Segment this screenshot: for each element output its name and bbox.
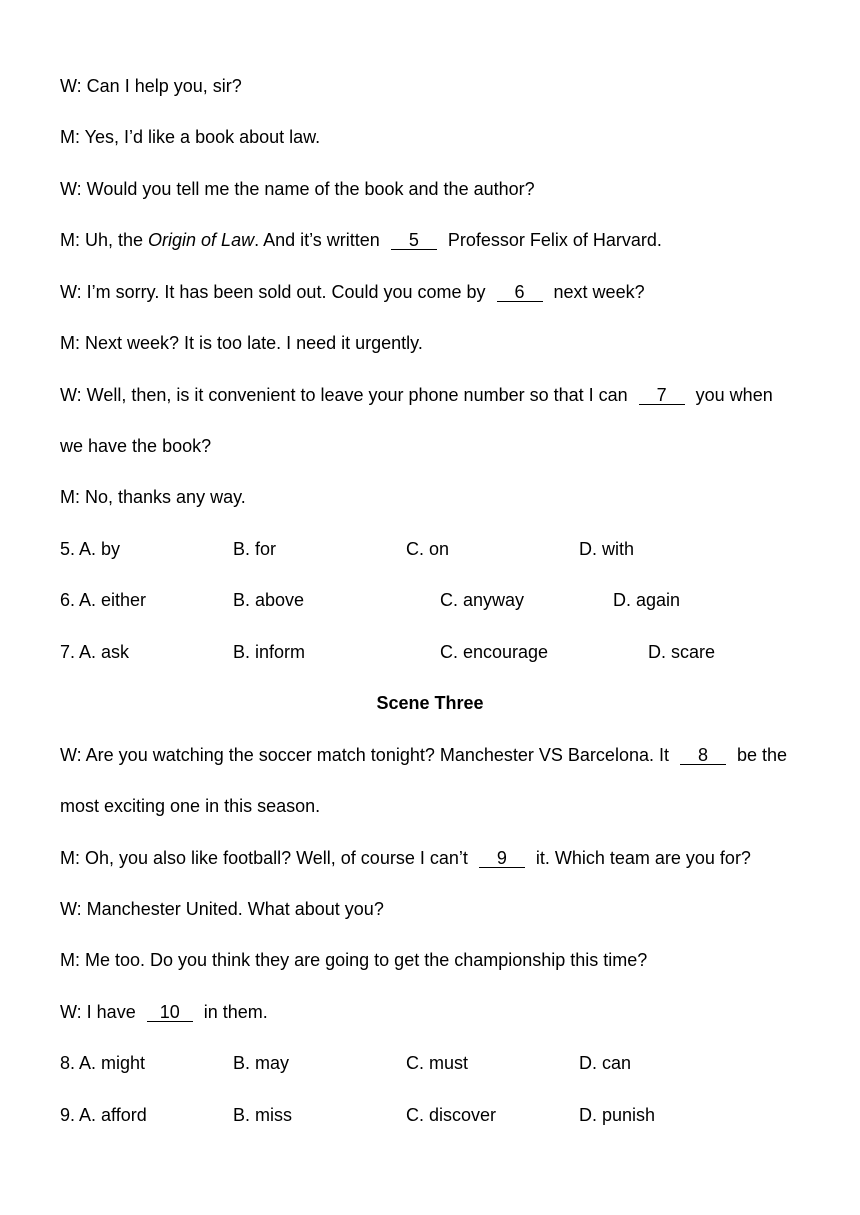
option-6b[interactable]: B. above: [233, 590, 305, 610]
dialogue-line: W: Can I help you, sir?: [60, 76, 242, 96]
options-row-5: [60, 537, 840, 561]
option-5b[interactable]: B. for: [233, 539, 277, 559]
dialogue-line: W: I’m sorry. It has been sold out. Could you come by 6 next week?: [60, 282, 645, 302]
blank-10[interactable]: 10: [147, 1003, 193, 1022]
dialogue-line: M: Me too. Do you think they are going to get the championship this time?: [60, 950, 648, 970]
dialogue-line: most exciting one in this season.: [60, 796, 321, 816]
options-row-8: [60, 1051, 840, 1075]
blank-6[interactable]: 6: [497, 283, 543, 302]
option-8b[interactable]: B. may: [233, 1053, 290, 1073]
option-5d[interactable]: D. with: [579, 539, 635, 559]
option-6a[interactable]: 6. A. either: [60, 590, 147, 610]
dialogue-line: M: Next week? It is too late. I need it urgently.: [60, 333, 423, 353]
blank-7[interactable]: 7: [639, 386, 685, 405]
option-9a[interactable]: 9. A. afford: [60, 1105, 147, 1125]
option-9d[interactable]: D. punish: [579, 1105, 656, 1125]
option-7a[interactable]: 7. A. ask: [60, 642, 130, 662]
option-9c[interactable]: C. discover: [406, 1105, 497, 1125]
blank-5[interactable]: 5: [391, 231, 437, 250]
dialogue-line: we have the book?: [60, 436, 212, 456]
option-9b[interactable]: B. miss: [233, 1105, 293, 1125]
dialogue-line: W: I have 10 in them.: [60, 1002, 268, 1022]
option-7d[interactable]: D. scare: [648, 642, 716, 662]
scene-title: Scene Three: [376, 693, 484, 713]
dialogue-line: M: Uh, the Origin of Law. And it’s written 5 Professor Felix of Harvard.: [60, 230, 662, 250]
option-8d[interactable]: D. can: [579, 1053, 632, 1073]
book-title: Origin of Law: [148, 230, 255, 250]
dialogue-line: M: No, thanks any way.: [60, 487, 246, 507]
option-5c[interactable]: C. on: [406, 539, 450, 559]
options-row-9: [60, 1103, 840, 1127]
dialogue-line: M: Yes, I’d like a book about law.: [60, 127, 321, 147]
option-5a[interactable]: 5. A. by: [60, 539, 121, 559]
dialogue-line: W: Would you tell me the name of the book and the author?: [60, 179, 535, 199]
option-6d[interactable]: D. again: [613, 590, 681, 610]
dialogue-line: W: Are you watching the soccer match tonight? Manchester VS Barcelona. It 8 be the: [60, 745, 788, 765]
option-7b[interactable]: B. inform: [233, 642, 306, 662]
option-8a[interactable]: 8. A. might: [60, 1053, 146, 1073]
options-row-6: [60, 588, 840, 612]
dialogue-line: W: Manchester United. What about you?: [60, 899, 384, 919]
option-7c[interactable]: C. encourage: [440, 642, 549, 662]
blank-8[interactable]: 8: [680, 746, 726, 765]
dialogue-line: W: Well, then, is it convenient to leave your phone number so that I can 7 you when: [60, 385, 773, 405]
options-row-7: [60, 640, 840, 664]
blank-9[interactable]: 9: [479, 849, 525, 868]
dialogue-line: M: Oh, you also like football? Well, of course I can’t 9 it. Which team are you for?: [60, 848, 751, 868]
option-6c[interactable]: C. anyway: [440, 590, 525, 610]
option-8c[interactable]: C. must: [406, 1053, 469, 1073]
